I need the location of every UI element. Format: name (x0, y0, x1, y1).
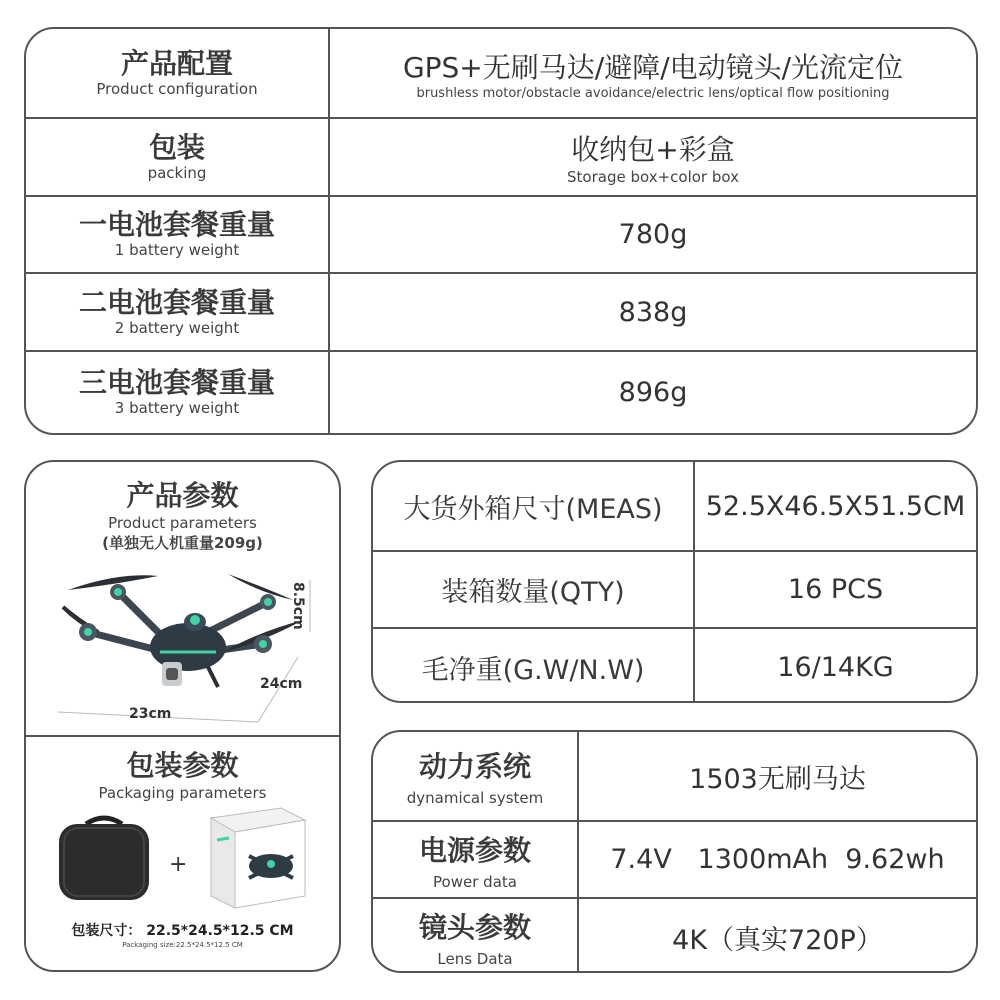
packaging-parameters-subtitle: Packaging parameters (98, 784, 267, 802)
storage-bag-image (56, 812, 152, 904)
package-size-zh: 包装尺寸： 22.5*24.5*12.5 CM (71, 923, 294, 939)
carton-label: 毛净重(G.W/N.W) (421, 654, 645, 686)
product-parameters-subtitle: Product parameters (108, 514, 257, 532)
spec-value-en: Storage box+color box (567, 167, 739, 186)
spec-value: 收纳包+彩盒 (571, 132, 735, 166)
plus-sign: + (169, 852, 188, 877)
power-table (371, 730, 978, 973)
carton-table (371, 460, 978, 703)
spec-row-packing (26, 117, 976, 195)
spec-value: 780g (618, 219, 688, 250)
power-label-zh: 动力系统 (418, 750, 531, 783)
spec-row-3-battery (26, 350, 976, 433)
carton-row-meas (373, 462, 976, 550)
product-panel (24, 460, 341, 972)
spec-value: 896g (618, 377, 688, 408)
spec-row-2-battery (26, 272, 976, 350)
carton-value: 16/14KG (777, 651, 894, 683)
spec-value: GPS+无刷马达/避障/电动镜头/光流定位 (402, 50, 904, 84)
spec-label-zh: 包装 (148, 130, 205, 164)
color-box-image (201, 800, 311, 912)
packaging-parameters-title: 包装参数 (126, 749, 239, 782)
spec-label-en: Product configuration (96, 79, 258, 98)
carton-row-qty (373, 550, 976, 627)
carton-row-weight (373, 627, 976, 703)
carton-value: 52.5X46.5X51.5CM (705, 490, 966, 522)
carton-label: 装箱数量(QTY) (441, 577, 625, 608)
power-label-zh: 电源参数 (418, 833, 531, 867)
product-parameters-title: 产品参数 (126, 479, 239, 512)
power-label-en: Power data (433, 872, 517, 891)
drone-weight-note: (单独无人机重量209g) (102, 534, 263, 552)
dimension-width-label: 23cm (129, 706, 172, 722)
spec-label-zh: 三电池套餐重量 (78, 366, 275, 400)
spec-label-zh: 产品配置 (120, 46, 233, 80)
power-value: 1503无刷马达 (689, 763, 866, 795)
panel-divider (26, 735, 339, 737)
carton-label: 大货外箱尺寸(MEAS) (403, 493, 663, 525)
power-row-power-data (373, 820, 976, 897)
dimension-height-label: 8.5cm (290, 582, 306, 630)
spec-label-en: packing (147, 163, 207, 182)
spec-label-zh: 二电池套餐重量 (78, 285, 275, 319)
power-value: 7.4V 1300mAh 9.62wh (610, 844, 945, 875)
spec-value-en: brushless motor/obstacle avoidance/electric lens/optical flow positioning (416, 85, 890, 101)
spec-value: 838g (618, 296, 688, 328)
power-label-en: Lens Data (437, 950, 513, 968)
power-row-lens-data (373, 897, 976, 973)
spec-label-zh: 一电池套餐重量 (78, 208, 275, 242)
power-value: 4K（真实720P） (672, 924, 883, 956)
spec-row-1-battery (26, 195, 976, 272)
spec-label-en: 1 battery weight (114, 241, 240, 260)
power-label-en: dynamical system (406, 789, 544, 807)
spec-row-configuration (26, 29, 976, 117)
spec-label-en: 3 battery weight (114, 399, 240, 418)
product-parameters-header (26, 474, 339, 553)
spec-table (24, 27, 978, 435)
power-row-dynamical-system (373, 732, 976, 820)
spec-label-en: 2 battery weight (114, 318, 240, 337)
power-label-zh: 镜头参数 (418, 911, 531, 944)
package-size-en: Packaging size:22.5*24.5*12.5 CM (122, 941, 243, 949)
dimension-depth-label: 24cm (260, 676, 303, 692)
packaging-parameters-header (26, 744, 339, 802)
carton-value: 16 PCS (787, 574, 884, 605)
